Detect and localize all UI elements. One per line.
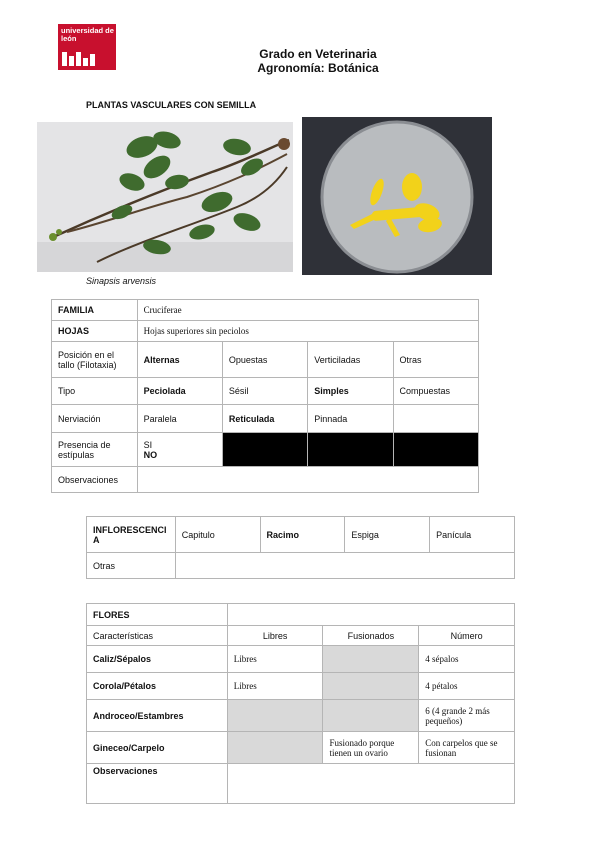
logo-text: universidad de león <box>61 26 114 43</box>
nerviacion-label: Nerviación <box>52 405 138 433</box>
corola-row <box>87 673 515 700</box>
flowers-table <box>86 603 515 804</box>
hojas-value: Hojas superiores sin peciolos <box>137 321 478 342</box>
observaciones-value <box>137 467 478 493</box>
flores-observaciones-row <box>87 764 515 804</box>
estipulas-row <box>52 433 479 467</box>
option-paralela: Paralela <box>137 405 222 433</box>
option-panicula: Panícula <box>430 517 515 553</box>
flower-microscope-photo <box>302 117 492 275</box>
gineceo-libres <box>227 732 323 764</box>
university-logo <box>58 24 116 70</box>
option-opuestas: Opuestas <box>222 342 307 378</box>
caliz-row <box>87 646 515 673</box>
estipulas-no: NO <box>143 449 158 460</box>
gineceo-fusionados: Fusionado porque tienen un ovario <box>323 732 419 764</box>
option-verticiladas: Verticiladas <box>308 342 393 378</box>
gineceo-label: Gineceo/Carpelo <box>87 732 228 764</box>
species-caption: Sinapsis arvensis <box>86 276 157 286</box>
hojas-row <box>52 321 479 342</box>
blacked-cell <box>222 433 307 467</box>
flores-observaciones-value <box>227 764 514 804</box>
otras-value <box>175 553 514 579</box>
nerviacion-empty <box>393 405 478 433</box>
blacked-cell <box>393 433 478 467</box>
observaciones-label: Observaciones <box>52 467 138 493</box>
androceo-fusionados <box>323 700 419 732</box>
corola-fusionados <box>323 673 419 700</box>
familia-value: Cruciferae <box>137 300 478 321</box>
flores-header-row <box>87 626 515 646</box>
estipulas-label: Presencia de estípulas <box>52 433 138 467</box>
flores-observaciones-label: Observaciones <box>87 764 228 804</box>
option-reticulada: Reticulada <box>222 405 307 433</box>
header-fusionados: Fusionados <box>323 626 419 646</box>
option-capitulo: Capitulo <box>175 517 260 553</box>
option-espiga: Espiga <box>345 517 430 553</box>
option-racimo: Racimo <box>260 517 345 553</box>
blacked-cell <box>308 433 393 467</box>
inflorescencia-label: INFLORESCENCIA <box>87 517 176 553</box>
gineceo-row <box>87 732 515 764</box>
logo-bars <box>62 52 95 66</box>
estipulas-si: SI <box>143 439 153 450</box>
course-title: Agronomía: Botánica <box>257 61 379 75</box>
posicion-label: Posición en el tallo (Filotaxia) <box>52 342 138 378</box>
androceo-numero: 6 (4 grande 2 más pequeños) <box>419 700 515 732</box>
nerviacion-row <box>52 405 479 433</box>
flores-title-empty <box>227 604 514 626</box>
option-pinnada: Pinnada <box>308 405 393 433</box>
androceo-libres <box>227 700 323 732</box>
hojas-label: HOJAS <box>52 321 138 342</box>
inflorescencia-row <box>87 517 515 553</box>
option-alternas: Alternas <box>137 342 222 378</box>
caliz-numero: 4 sépalos <box>419 646 515 673</box>
tipo-row <box>52 378 479 405</box>
gineceo-numero: Con carpelos que se fusionan <box>419 732 515 764</box>
degree-title: Grado en Veterinaria <box>259 47 377 61</box>
flower-illustration <box>302 117 492 275</box>
caliz-libres: Libres <box>227 646 323 673</box>
plant-illustration <box>37 122 293 272</box>
posicion-row <box>52 342 479 378</box>
option-simples: Simples <box>308 378 393 405</box>
option-peciolada: Peciolada <box>137 378 222 405</box>
document-header <box>248 47 388 75</box>
header-libres: Libres <box>227 626 323 646</box>
corola-numero: 4 pétalos <box>419 673 515 700</box>
familia-row <box>52 300 479 321</box>
familia-label: FAMILIA <box>52 300 138 321</box>
inflorescence-table <box>86 516 515 579</box>
leaf-table <box>51 299 479 493</box>
flores-title: FLORES <box>87 604 228 626</box>
caliz-label: Caliz/Sépalos <box>87 646 228 673</box>
estipulas-answer <box>137 433 222 467</box>
otras-label: Otras <box>87 553 176 579</box>
androceo-label: Androceo/Estambres <box>87 700 228 732</box>
option-sesil: Sésil <box>222 378 307 405</box>
option-compuestas: Compuestas <box>393 378 478 405</box>
tipo-label: Tipo <box>52 378 138 405</box>
header-caracteristicas: Características <box>87 626 228 646</box>
corola-label: Corola/Pétalos <box>87 673 228 700</box>
observaciones-row <box>52 467 479 493</box>
section-title: PLANTAS VASCULARES CON SEMILLA <box>86 100 257 110</box>
androceo-row <box>87 700 515 732</box>
caliz-fusionados <box>323 646 419 673</box>
plant-photo <box>37 122 293 272</box>
flores-title-row <box>87 604 515 626</box>
inflorescencia-otras-row <box>87 553 515 579</box>
option-otras: Otras <box>393 342 478 378</box>
header-numero: Número <box>419 626 515 646</box>
corola-libres: Libres <box>227 673 323 700</box>
